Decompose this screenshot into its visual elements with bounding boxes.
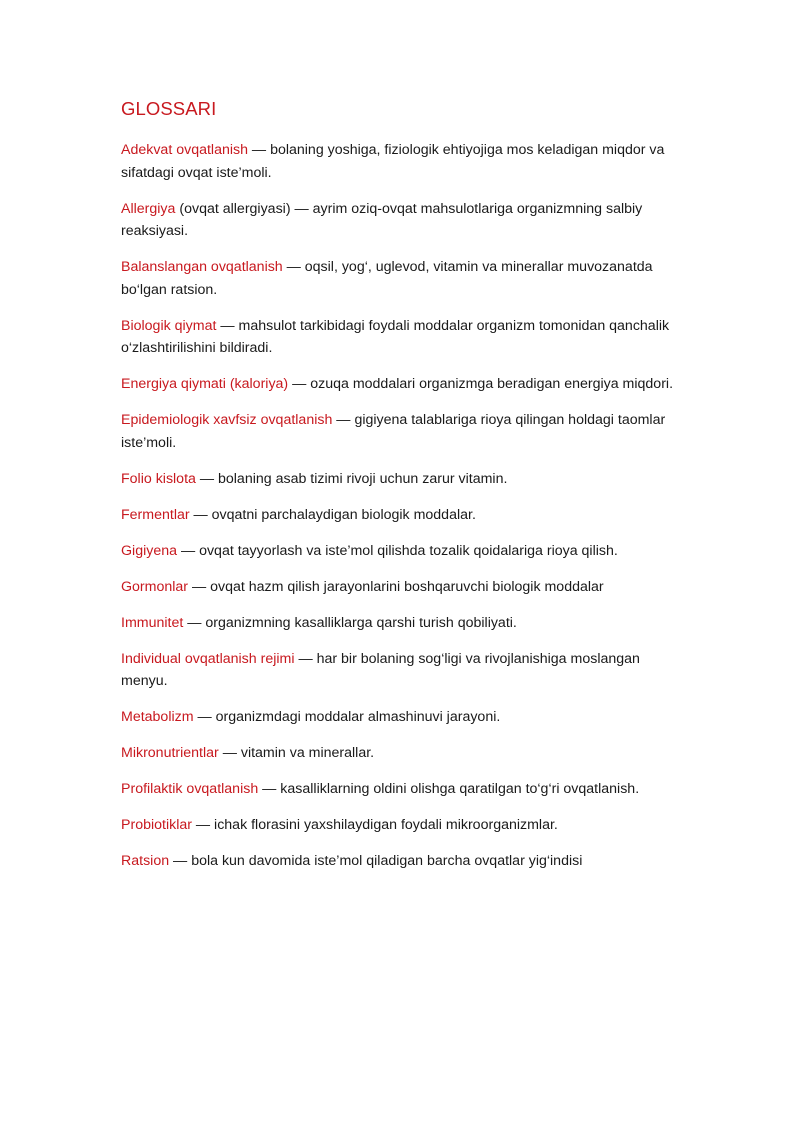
glossary-term: Folio kislota — [121, 470, 196, 487]
glossary-dash: — — [189, 506, 212, 523]
glossary-definition: ovqat tayyorlash va iste’mol qilishda tozalik qoidalariga rioya qilish. — [199, 542, 618, 559]
glossary-dash: — — [216, 317, 239, 334]
glossary-entry — [121, 850, 681, 873]
glossary-entry — [121, 778, 681, 801]
glossary-entry — [121, 373, 681, 396]
glossary-dash: — — [188, 578, 211, 595]
glossary-dash: — — [191, 817, 215, 833]
glossary-entry — [121, 504, 681, 527]
glossary-term-note: (ovqat allergiyasi) — [175, 200, 291, 217]
glossary-definition: har bir bolaning sog‘ligi va rivojlanishiga moslangan menyu. — [121, 650, 640, 689]
glossary-dash: — — [258, 781, 281, 797]
glossary-definition: ichak florasini yaxshilaydigan foydali mikroorganizmlar. — [214, 817, 558, 833]
glossary-definition: organizmdagi moddalar almashinuvi jarayoni. — [215, 709, 501, 725]
glossary-dash: — — [193, 709, 216, 725]
glossary-definition: bolaning asab tizimi rivoji uchun zarur vitamin. — [218, 470, 508, 487]
glossary-heading: GLOSSARI — [121, 98, 217, 119]
glossary-definition: ovqatni parchalaydigan biologik moddalar. — [211, 506, 476, 523]
glossary-definition: bola kun davomida iste’mol qiladigan barcha ovqatlar yig‘indisi — [191, 853, 583, 869]
glossary-entry — [121, 814, 681, 837]
glossary-entry — [121, 256, 681, 301]
glossary-list — [121, 139, 681, 873]
glossary-definition: ovqat hazm qilish jarayonlarini boshqaruvchi biologik moddalar — [210, 578, 604, 595]
glossary-entry — [121, 742, 681, 765]
glossary-content — [121, 96, 681, 886]
glossary-definition: ayrim oziq-ovqat mahsulotlariga organizmning salbiy reaksiyasi. — [121, 200, 643, 239]
glossary-term: Metabolizm — [121, 709, 194, 725]
glossary-definition: ozuqa moddalari organizmga beradigan energiya miqdori. — [310, 376, 674, 392]
glossary-term: Balanslangan ovqatlanish — [121, 259, 283, 275]
glossary-entry — [121, 315, 681, 360]
glossary-term: Fermentlar — [121, 506, 190, 523]
glossary-dash: — — [247, 142, 271, 158]
glossary-dash: — — [177, 542, 200, 559]
glossary-term: Biologik qiymat — [121, 317, 217, 334]
glossary-term: Gigiyena — [121, 542, 177, 559]
glossary-term: Energiya qiymati (kaloriya) — [121, 376, 289, 392]
glossary-dash: — — [183, 614, 206, 631]
glossary-term: Gormonlar — [121, 578, 189, 595]
glossary-definition: organizmning kasalliklarga qarshi turish qobiliyati. — [205, 614, 517, 631]
glossary-term: Ratsion — [121, 853, 170, 869]
glossary-definition: gigiyena talablariga rioya qilingan holdagi taomlar iste’moli. — [121, 412, 666, 451]
glossary-definition: oqsil, yog‘, uglevod, vitamin va minerallar muvozanatda bo‘lgan ratsion. — [121, 259, 653, 298]
glossary-entry — [121, 468, 681, 491]
glossary-term: Probiotiklar — [121, 817, 192, 833]
glossary-term: Mikronutrientlar — [121, 745, 219, 761]
glossary-term: Immunitet — [121, 614, 184, 631]
glossary-entry — [121, 409, 681, 454]
glossary-dash: — — [290, 200, 313, 217]
glossary-term: Allergiya — [121, 200, 176, 217]
glossary-entry — [121, 139, 681, 184]
glossary-dash: — — [218, 745, 241, 761]
glossary-term: Epidemiologik xavfsiz ovqatlanish — [121, 412, 333, 428]
glossary-entry — [121, 706, 681, 729]
glossary-dash: — — [282, 259, 305, 275]
glossary-dash: — — [195, 470, 218, 487]
glossary-dash: — — [288, 376, 311, 392]
glossary-entry — [121, 612, 681, 635]
glossary-definition: bolaning yoshiga, fiziologik ehtiyojiga mos keladigan miqdor va sifatdagi ovqat iste’moli. — [121, 142, 665, 181]
glossary-entry — [121, 540, 681, 563]
glossary-definition: vitamin va minerallar. — [240, 745, 375, 761]
glossary-term: Profilaktik ovqatlanish — [121, 781, 259, 797]
glossary-entry — [121, 576, 681, 599]
glossary-term: Individual ovqatlanish rejimi — [121, 650, 295, 667]
glossary-entry — [121, 648, 681, 693]
glossary-entry — [121, 198, 681, 243]
glossary-dash: — — [332, 412, 355, 428]
glossary-definition: kasalliklarning oldini olishga qaratilgan to‘g‘ri ovqatlanish. — [280, 781, 640, 797]
glossary-definition: mahsulot tarkibidagi foydali moddalar organizm tomonidan qanchalik o‘zlashtirilishini bildiradi. — [121, 317, 670, 356]
glossary-dash: — — [169, 853, 192, 869]
glossary-term: Adekvat ovqatlanish — [121, 142, 248, 158]
glossary-dash: — — [294, 650, 317, 667]
